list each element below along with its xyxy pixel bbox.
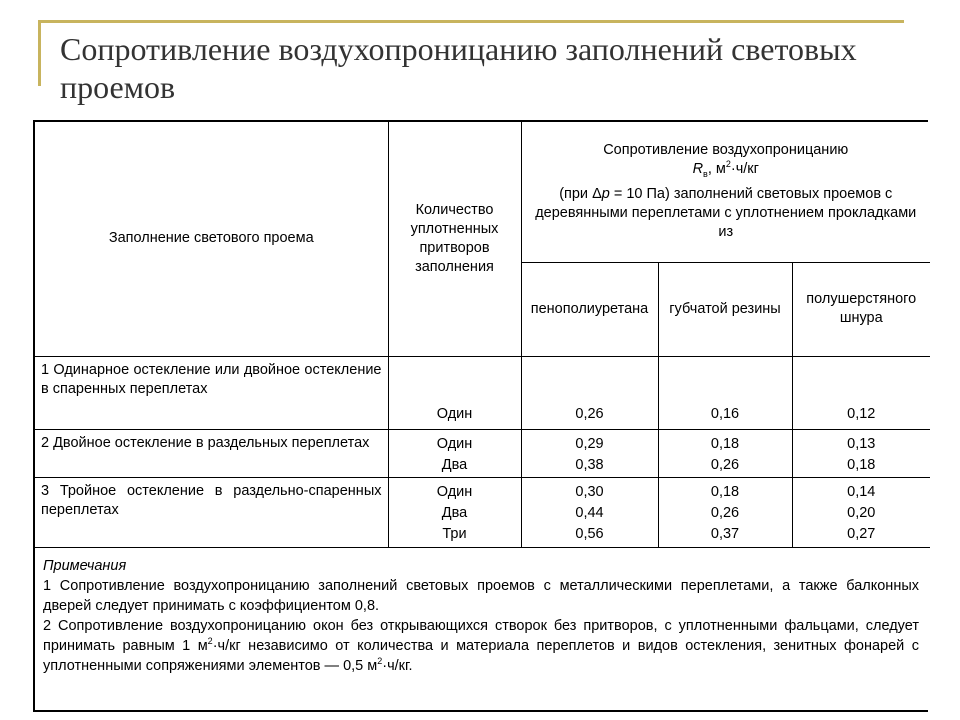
slide-title: Сопротивление воздухопроницанию заполнений световых проемов xyxy=(60,31,857,105)
table-row xyxy=(35,356,930,429)
row-count: Один Два xyxy=(388,429,521,477)
row-value-polyurethane: 0,26 xyxy=(521,356,658,429)
notes-title: Примечания xyxy=(43,558,127,574)
header-seal-count: Количество уплотненных притворов заполнения xyxy=(388,122,521,356)
note-2: 2 Сопротивление воздухопроницанию окон без открывающихся створок без притворов, с уплотненными фальцами, следует принимать равным 1 $м^2\cdot ч/кг$ независимо от количества и материала переплетов и видов остекления, зенитных фонарей с уплотненными сопряжениями элементов — 0,5 $м^2\cdot ч/кг$. xyxy=(43,618,919,674)
row-value-polyurethane: 0,30 0,44 0,56 xyxy=(521,477,658,547)
table-notes xyxy=(43,556,919,676)
row-name: 2 Двойное остекление в раздельных переплетах xyxy=(35,429,388,477)
table-row xyxy=(35,429,930,477)
note-1: 1 Сопротивление воздухопроницанию заполнений световых проемов с металлическими переплетами, а также балконных дверей следует принимать с коэффициентом 0,8. xyxy=(43,578,919,614)
row-name: 3 Тройное остекление в раздельно-спаренных переплетах xyxy=(35,477,388,547)
row-value-rubber: 0,18 0,26 0,37 xyxy=(658,477,792,547)
row-value-rubber: 0,16 xyxy=(658,356,792,429)
row-count: Один xyxy=(388,356,521,429)
header-filling: Заполнение светового проема xyxy=(35,122,388,356)
row-name: 1 Одинарное остекление или двойное остекление в спаренных переплетах xyxy=(35,356,388,429)
header-wool-cord: полушерстяного шнура xyxy=(792,262,930,356)
row-value-rubber: 0,18 0,26 xyxy=(658,429,792,477)
header-polyurethane: пенополиуретана xyxy=(521,262,658,356)
header-group-condition: (при Δp = 10 Па) заполнений световых проемов с деревянными переплетами с уплотнением прокладками из xyxy=(535,186,917,241)
header-group-line1: Сопротивление воздухопроницанию xyxy=(603,142,849,159)
data-table-panel xyxy=(33,120,928,712)
row-value-polyurethane: 0,29 0,38 xyxy=(521,429,658,477)
header-rubber: губчатой резины xyxy=(658,262,792,356)
row-value-wool: 0,14 0,20 0,27 xyxy=(792,477,930,547)
row-value-wool: 0,12 xyxy=(792,356,930,429)
title-left-rule xyxy=(38,20,41,86)
air-permeability-table xyxy=(35,122,930,548)
table-row xyxy=(35,477,930,547)
header-resistance-group xyxy=(521,122,930,262)
row-value-wool: 0,13 0,18 xyxy=(792,429,930,477)
header-group-formula: $R_в$, $м^2\cdot ч/кг$ xyxy=(692,159,759,180)
title-top-rule xyxy=(38,20,904,23)
row-count: Один Два Три xyxy=(388,477,521,547)
